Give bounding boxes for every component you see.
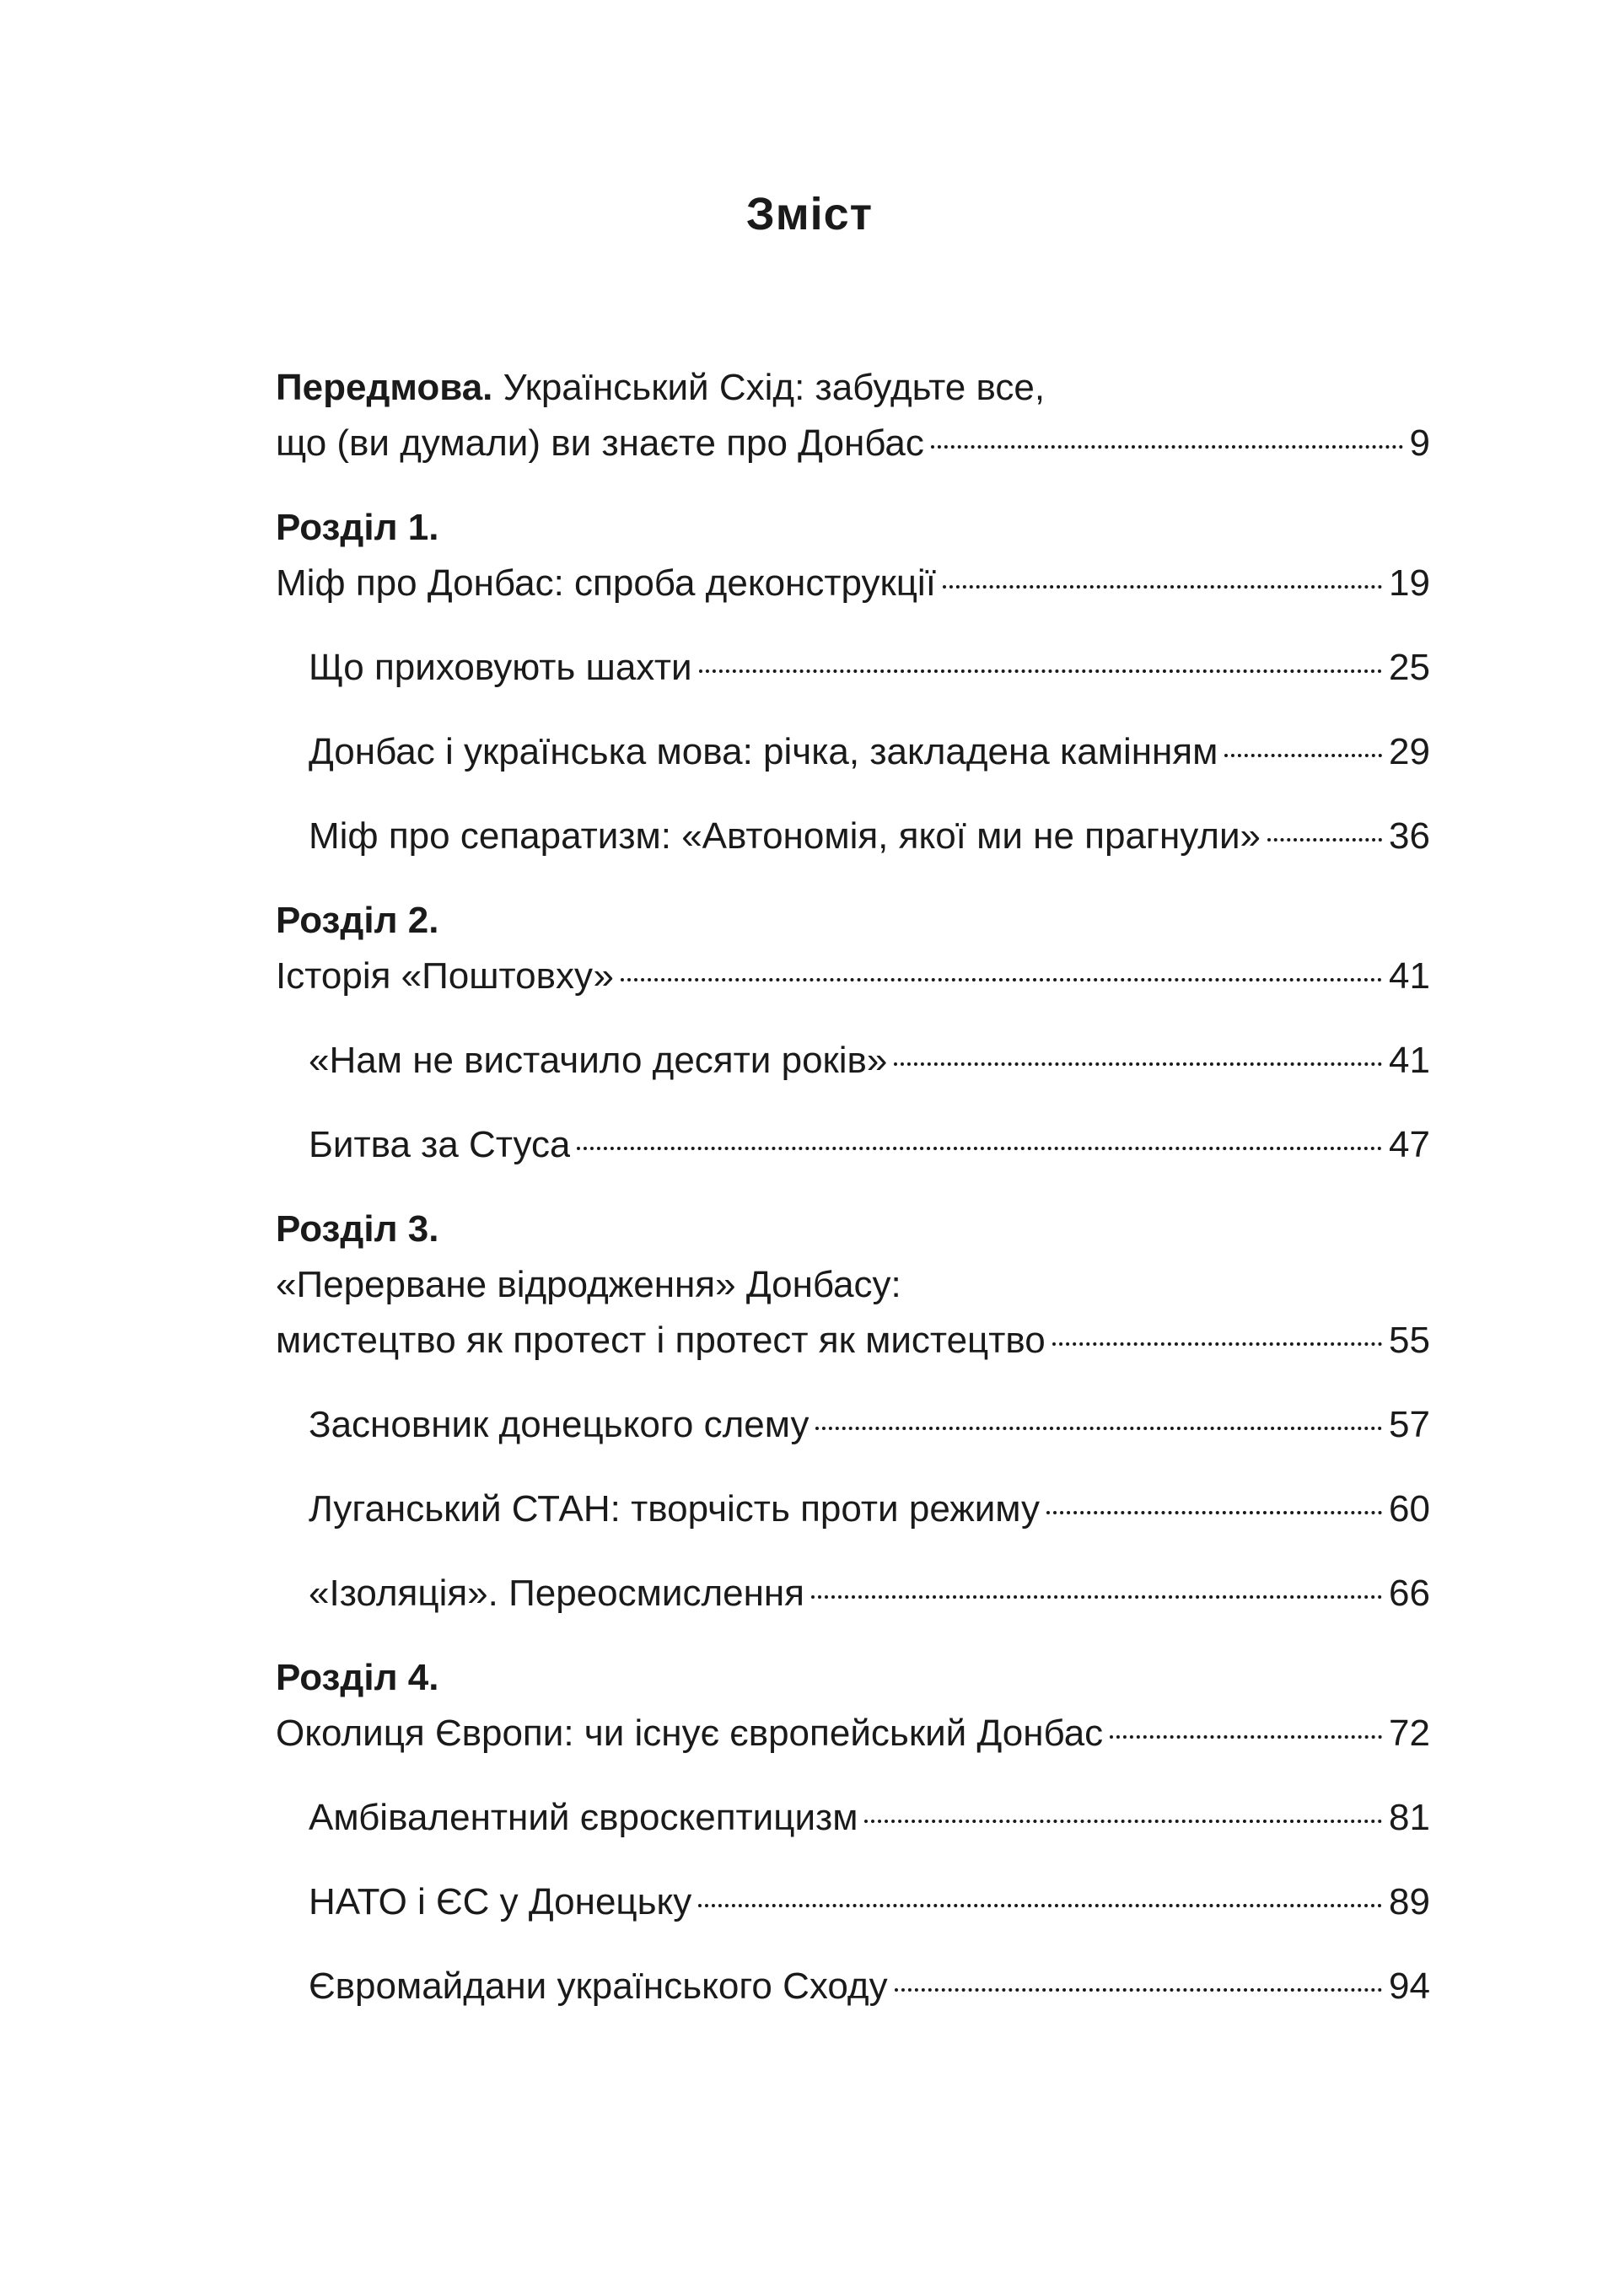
- toc-line: [309, 643, 1430, 693]
- toc-entry-text: «Перерване відродження» Донбасу:: [276, 1264, 901, 1305]
- toc-entry-text: мистецтво як протест і протест як мистецтво: [276, 1320, 1046, 1361]
- page-number: 55: [1389, 1320, 1430, 1361]
- dot-leader: [895, 1988, 1382, 1992]
- toc-subentry: [0, 1793, 1619, 1843]
- dot-leader: [577, 1147, 1382, 1150]
- toc-entry-text: Міф про Донбас: спроба деконструкції: [276, 562, 936, 604]
- page-number: 47: [1389, 1124, 1430, 1165]
- toc-line: [309, 1120, 1430, 1170]
- toc-subentry: [0, 643, 1619, 693]
- dot-leader: [698, 1904, 1382, 1907]
- dot-leader: [1224, 754, 1382, 757]
- page-number: 36: [1389, 815, 1430, 857]
- toc-line: [276, 418, 1430, 469]
- toc-entry-text: НАТО і ЄС у Донецьку: [309, 1881, 692, 1922]
- toc-subentry: [0, 1120, 1619, 1170]
- toc-entry-text: що (ви думали) ви знаєте про Донбас: [276, 422, 924, 464]
- toc-entry: [0, 1315, 1619, 1366]
- toc-line: [276, 363, 1430, 413]
- toc-entry-text: Що приховують шахти: [309, 647, 692, 688]
- toc-line: [276, 1204, 1430, 1255]
- toc-subentry: [0, 1484, 1619, 1535]
- page-number: 9: [1409, 422, 1430, 464]
- toc-entry: [0, 1708, 1619, 1759]
- toc-entry-text: Битва за Стуса: [309, 1124, 571, 1165]
- toc-subentry: [0, 1035, 1619, 1086]
- page-number: 94: [1389, 1965, 1430, 2007]
- toc-line: [276, 558, 1430, 609]
- dot-leader: [1052, 1342, 1382, 1346]
- dot-leader: [621, 978, 1382, 981]
- toc-chapter-heading: [0, 1204, 1619, 1255]
- toc-subentry: [0, 1877, 1619, 1928]
- toc-entry-text: Міф про сепаратизм: «Автономія, якої ми не прагнули»: [309, 815, 1261, 857]
- toc-entry-text: Амбівалентний євроскептицизм: [309, 1797, 858, 1838]
- dot-leader: [864, 1820, 1382, 1823]
- toc-entry-text: Околиця Європи: чи існує європейський Донбас: [276, 1713, 1104, 1754]
- toc-subentry: [0, 811, 1619, 862]
- toc-entry-text: Євромайдани українського Сходу: [309, 1965, 888, 2007]
- toc-entry: [0, 363, 1619, 413]
- toc-subentry: [0, 1568, 1619, 1619]
- toc-line: [276, 1653, 1430, 1703]
- page-number: 81: [1389, 1797, 1430, 1838]
- dot-leader: [894, 1062, 1382, 1066]
- toc-entry-text: «Ізоляція». Переосмислення: [309, 1573, 805, 1614]
- page-number: 19: [1389, 562, 1430, 604]
- toc-entry-text: Луганський СТАН: творчість проти режиму: [309, 1488, 1041, 1530]
- dot-leader: [1110, 1735, 1382, 1739]
- toc-entry: [0, 1260, 1619, 1310]
- page-number: 41: [1389, 955, 1430, 997]
- toc-line: [276, 1260, 1430, 1310]
- dot-leader: [1267, 838, 1382, 842]
- toc-line: [309, 1568, 1430, 1619]
- dot-leader: [811, 1595, 1382, 1599]
- toc-entry: [0, 418, 1619, 469]
- toc-line: [309, 1484, 1430, 1535]
- toc-line: [276, 1315, 1430, 1366]
- chapter-label: Розділ 2.: [276, 900, 439, 941]
- chapter-label: Розділ 1.: [276, 507, 439, 548]
- dot-leader: [1046, 1511, 1382, 1514]
- page-number: 72: [1389, 1713, 1430, 1754]
- toc-line: [309, 727, 1430, 777]
- dot-leader: [815, 1427, 1382, 1430]
- toc-line: [309, 1877, 1430, 1928]
- toc-line: [276, 503, 1430, 553]
- toc-entry-text: Засновник донецького слему: [309, 1404, 810, 1445]
- toc-line: [276, 1708, 1430, 1759]
- toc-entry: [0, 951, 1619, 1002]
- toc-line: [276, 895, 1430, 946]
- page-number: 66: [1389, 1573, 1430, 1614]
- dot-leader: [943, 585, 1382, 589]
- toc-line: [309, 1793, 1430, 1843]
- toc-entry-text: Український Схід: забудьте все,: [492, 367, 1046, 408]
- toc-line: [309, 811, 1430, 862]
- chapter-label: Розділ 4.: [276, 1657, 439, 1698]
- page-number: 89: [1389, 1881, 1430, 1922]
- toc-entry-text: Історія «Поштовху»: [276, 955, 614, 997]
- toc-line: [309, 1035, 1430, 1086]
- toc-subentry: [0, 1400, 1619, 1450]
- dot-leader: [931, 445, 1403, 449]
- toc-chapter-heading: [0, 503, 1619, 553]
- toc-line: [309, 1400, 1430, 1450]
- dot-leader: [699, 669, 1383, 673]
- toc-line: [309, 1961, 1430, 2012]
- chapter-label: Розділ 3.: [276, 1208, 439, 1250]
- toc-lead: Передмова.: [276, 367, 493, 408]
- toc-entry-text: «Нам не вистачило десяти років»: [309, 1040, 888, 1081]
- page-number: 29: [1389, 731, 1430, 772]
- toc-line: [276, 951, 1430, 1002]
- toc-entry-text: Донбас і українська мова: річка, закладена камінням: [309, 731, 1218, 772]
- page-number: 41: [1389, 1040, 1430, 1081]
- page-number: 57: [1389, 1404, 1430, 1445]
- page-number: 25: [1389, 647, 1430, 688]
- toc-subentry: [0, 727, 1619, 777]
- page-title: Зміст: [745, 189, 874, 239]
- toc-chapter-heading: [0, 895, 1619, 946]
- toc-subentry: [0, 1961, 1619, 2012]
- toc-chapter-heading: [0, 1653, 1619, 1703]
- toc-entry: [0, 558, 1619, 609]
- page-number: 60: [1389, 1488, 1430, 1530]
